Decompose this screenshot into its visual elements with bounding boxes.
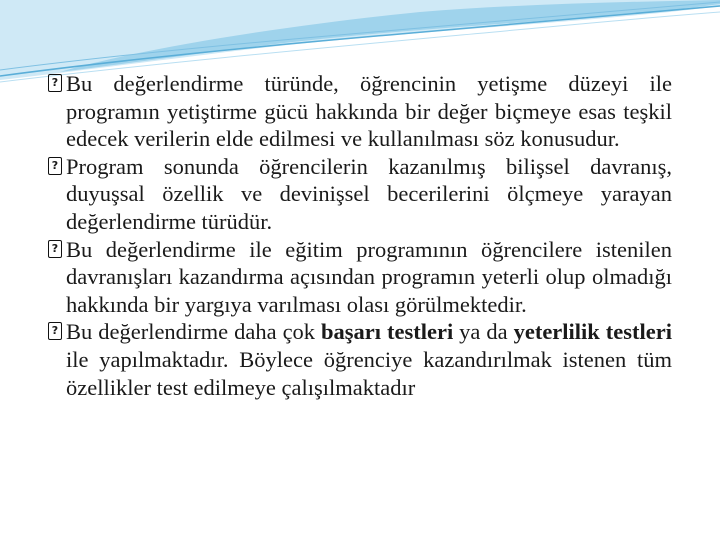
missing-glyph-icon: ?	[48, 240, 62, 258]
paragraph-3-text: Bu değerlendirme ile eğitim programının öğrencilere istenilen davranışları kazandırma açısından programın yeterli olup olmadığı hakkında bir yargıya varılması olası görülmektedir.	[66, 236, 672, 317]
missing-glyph-icon: ?	[48, 322, 62, 340]
paragraph-2-text: Program sonunda öğrencilerin kazanılmış bilişsel davranış, duyuşsal özellik ve devinişsel becerilerini ölçmeye yarayan değerlendirme türüdür.	[66, 153, 672, 234]
missing-glyph-icon: ?	[48, 74, 62, 92]
paragraph-1-text: Bu değerlendirme türünde, öğrencinin yetişme düzeyi ile programın yetiştirme gücü hakkında bir değer biçmeye esas teşkil edecek verilerin elde edilmesi ve kullanılması söz konusudur.	[66, 71, 672, 152]
paragraph-1	[44, 70, 672, 153]
paragraph-4-text-a: Bu değerlendirme daha çok	[66, 319, 322, 345]
missing-glyph-icon: ?	[48, 157, 62, 175]
paragraph-4-text-c: ile yapılmaktadır. Böylece öğrenciye kazandırılmak istenen tüm özellikler test edilmeye çalışılmaktadır	[66, 346, 672, 400]
term-basari-testleri: başarı testleri	[321, 319, 454, 345]
paragraph-3	[44, 236, 672, 319]
paragraph-4	[44, 318, 672, 401]
paragraph-2	[44, 153, 672, 236]
text-body	[44, 70, 672, 401]
term-yeterlilik-testleri: yeterlilik testleri	[513, 319, 672, 345]
paragraph-4-text-b: ya da	[453, 319, 514, 345]
